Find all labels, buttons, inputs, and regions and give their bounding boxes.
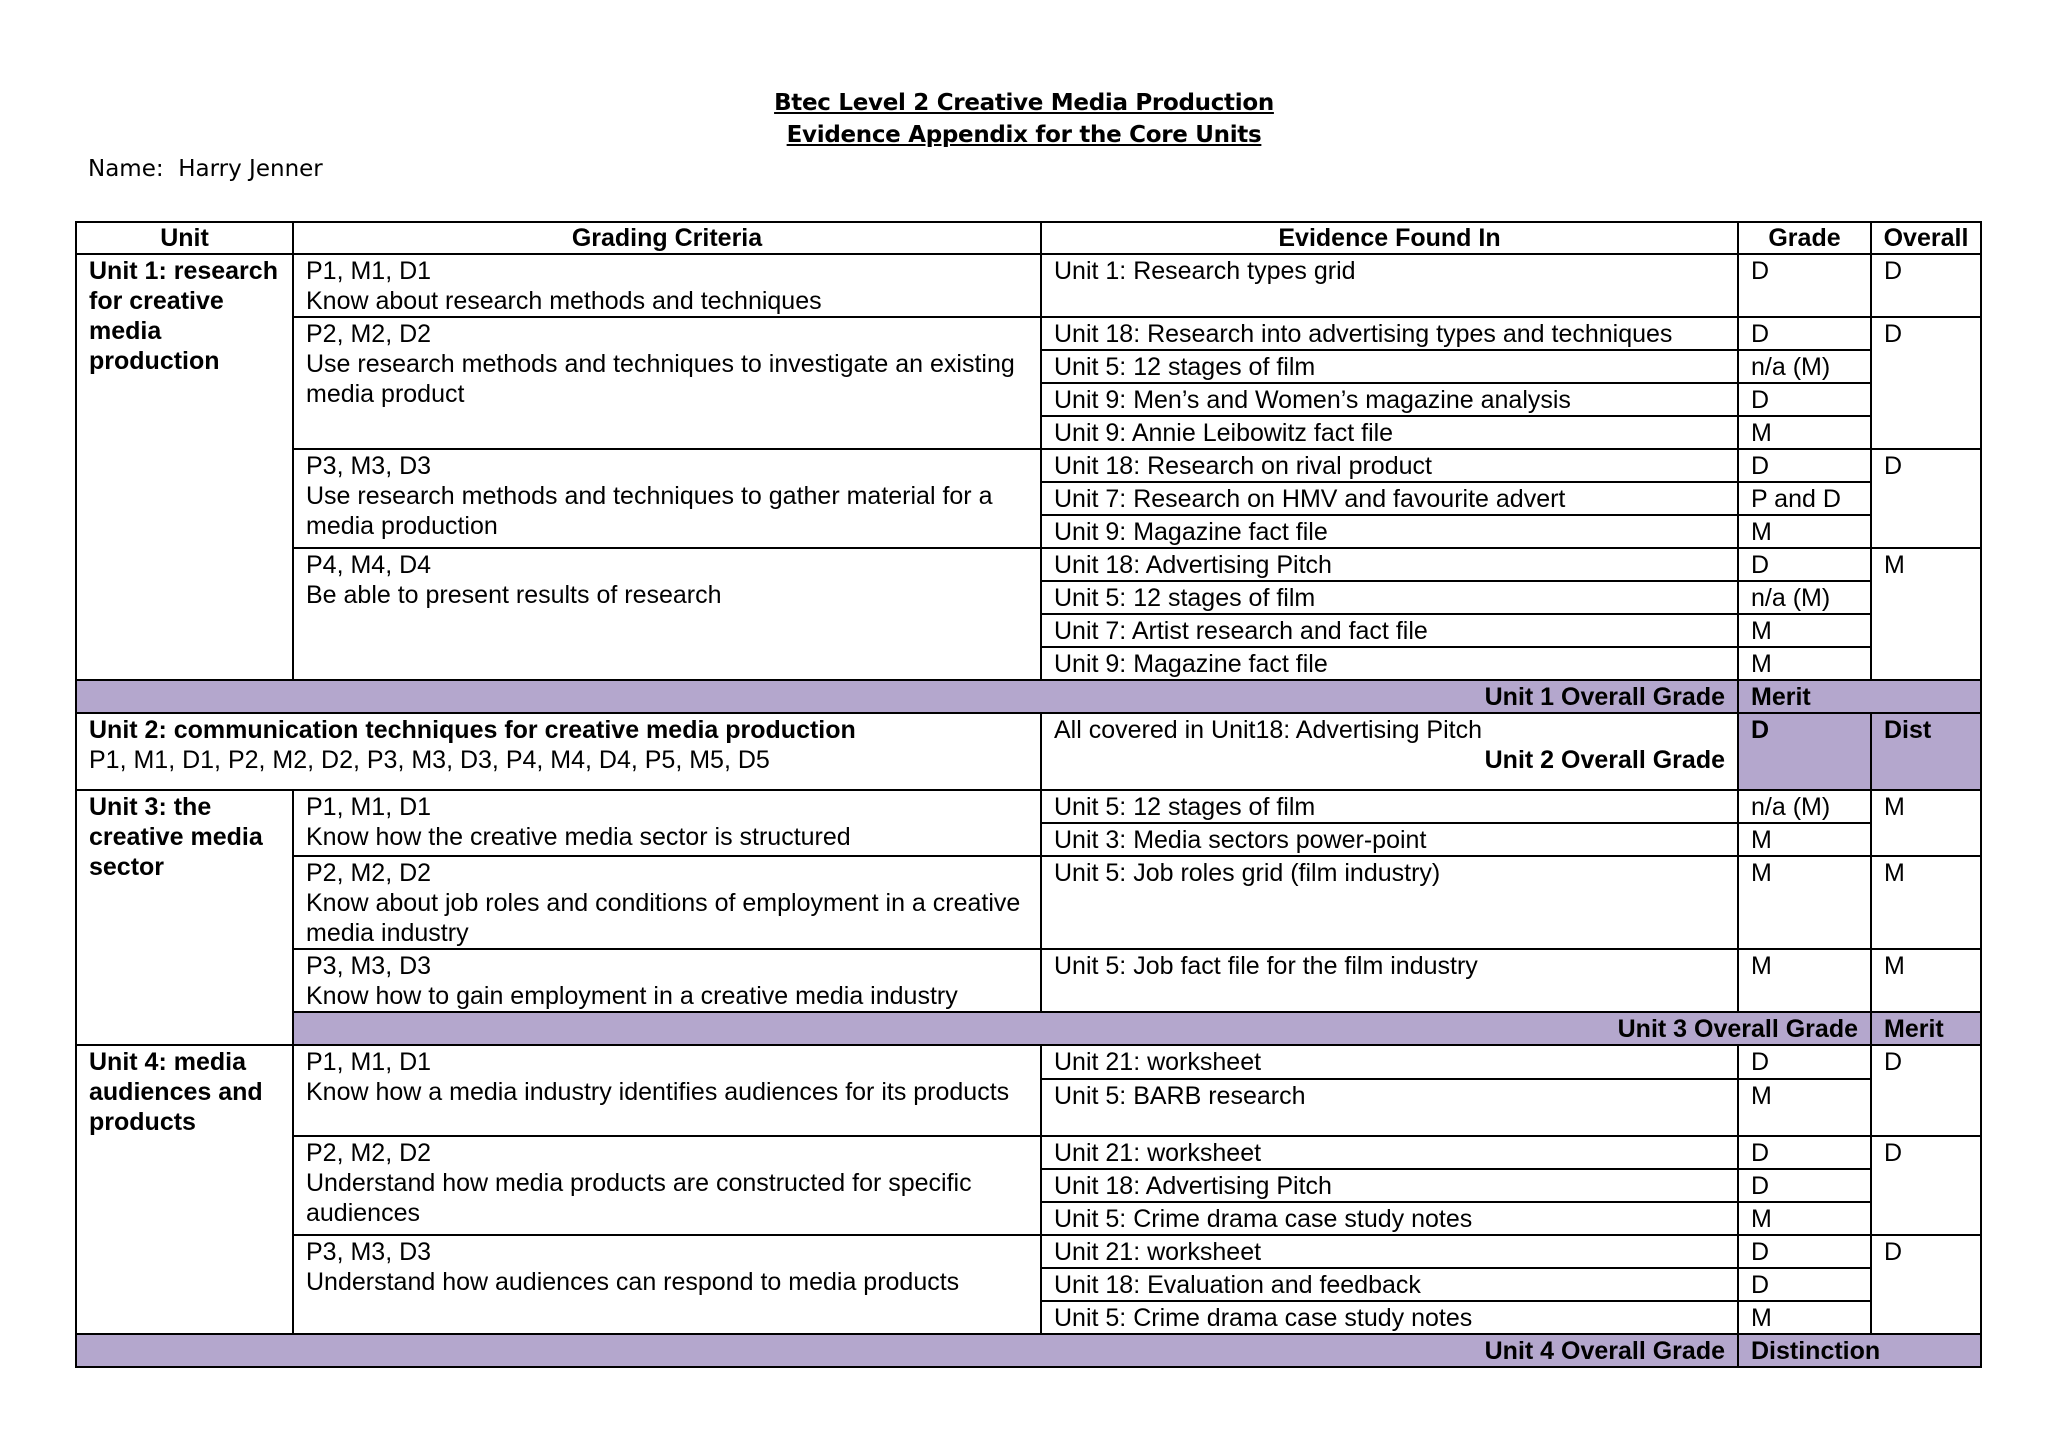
grade-cell: M	[1738, 1301, 1871, 1334]
table-row	[76, 1136, 1981, 1169]
grade-cell: M	[1738, 515, 1871, 548]
evidence-cell: Unit 5: 12 stages of film	[1041, 350, 1738, 383]
criteria-description: Be able to present results of research	[306, 581, 722, 609]
evidence-cell: Unit 18: Evaluation and feedback	[1041, 1268, 1738, 1301]
criteria-codes: P1, M1, D1	[306, 257, 432, 285]
header-evidence: Evidence Found In	[1041, 222, 1738, 254]
grade-cell: D	[1738, 1136, 1871, 1169]
criteria-codes: P3, M3, D3	[306, 452, 432, 480]
criteria-codes: P1, M1, D1	[306, 1048, 432, 1076]
unit-3-overall-grade: Merit	[1871, 1012, 1981, 1045]
evidence-cell: Unit 5: 12 stages of film	[1041, 790, 1738, 823]
unit-1-name: Unit 1: research for creative media production	[76, 254, 293, 680]
header-grade: Grade	[1738, 222, 1871, 254]
grade-cell: D	[1738, 317, 1871, 350]
unit-2-row	[76, 713, 1981, 790]
unit-3-overall-row	[76, 1012, 1981, 1045]
evidence-cell: Unit 18: Research into advertising types and techniques	[1041, 317, 1738, 350]
evidence-text: All covered in Unit18: Advertising Pitch	[1054, 716, 1482, 744]
criteria-cell	[293, 548, 1041, 680]
grade-cell: D	[1738, 449, 1871, 482]
table-row	[76, 790, 1981, 823]
criteria-codes: P2, M2, D2	[306, 320, 432, 348]
grade-cell: D	[1738, 548, 1871, 581]
table-row	[76, 1235, 1981, 1268]
evidence-cell: Unit 9: Magazine fact file	[1041, 515, 1738, 548]
evidence-cell: Unit 5: Job fact file for the film industry	[1041, 949, 1738, 1012]
evidence-cell: Unit 1: Research types grid	[1041, 254, 1738, 317]
table-row	[76, 949, 1981, 1012]
grade-cell: M	[1738, 823, 1871, 856]
criteria-codes: P1, M1, D1	[306, 793, 432, 821]
grade-cell: P and D	[1738, 482, 1871, 515]
unit-2-codes: P1, M1, D1, P2, M2, D2, P3, M3, D3, P4, M4, D4, P5, M5, D5	[89, 746, 770, 774]
evidence-cell: Unit 18: Research on rival product	[1041, 449, 1738, 482]
evidence-cell: Unit 5: 12 stages of film	[1041, 581, 1738, 614]
table-row	[76, 548, 1981, 581]
grade-cell: n/a (M)	[1738, 581, 1871, 614]
unit-2-title-cell	[76, 713, 1041, 790]
evidence-cell: Unit 5: BARB research	[1041, 1079, 1738, 1136]
overall-cell: M	[1871, 790, 1981, 856]
criteria-description: Understand how audiences can respond to media products	[306, 1268, 960, 1296]
evidence-cell: Unit 18: Advertising Pitch	[1041, 548, 1738, 581]
unit-4-name: Unit 4: media audiences and products	[76, 1045, 293, 1334]
evidence-cell: Unit 7: Artist research and fact file	[1041, 614, 1738, 647]
criteria-cell	[293, 790, 1041, 856]
criteria-cell	[293, 1045, 1041, 1136]
grade-cell: n/a (M)	[1738, 350, 1871, 383]
evidence-cell: Unit 5: Job roles grid (film industry)	[1041, 856, 1738, 949]
grade-cell: M	[1738, 614, 1871, 647]
grade-cell: M	[1738, 1202, 1871, 1235]
grade-cell: M	[1738, 416, 1871, 449]
name-value: Harry Jenner	[178, 156, 323, 182]
evidence-cell: Unit 9: Magazine fact file	[1041, 647, 1738, 680]
criteria-codes: P3, M3, D3	[306, 1238, 432, 1266]
table-header-row	[76, 222, 1981, 254]
criteria-cell	[293, 856, 1041, 949]
table-row	[76, 254, 1981, 317]
grade-cell: D	[1738, 254, 1871, 317]
overall-cell: D	[1871, 254, 1981, 317]
evidence-cell: Unit 21: worksheet	[1041, 1045, 1738, 1079]
header-grading-criteria: Grading Criteria	[293, 222, 1041, 254]
header-overall: Overall	[1871, 222, 1981, 254]
criteria-description: Use research methods and techniques to investigate an existing media product	[306, 350, 1015, 408]
criteria-description: Know how to gain employment in a creative media industry	[306, 982, 958, 1010]
overall-cell: D	[1871, 1136, 1981, 1235]
grade-cell: D	[1738, 383, 1871, 416]
overall-cell: M	[1871, 949, 1981, 1012]
criteria-cell	[293, 317, 1041, 449]
criteria-cell	[293, 449, 1041, 548]
grade-cell: M	[1738, 949, 1871, 1012]
criteria-codes: P2, M2, D2	[306, 859, 432, 887]
criteria-description: Know how the creative media sector is structured	[306, 823, 851, 851]
evidence-table	[75, 221, 1982, 1368]
evidence-cell: Unit 21: worksheet	[1041, 1235, 1738, 1268]
criteria-description: Know how a media industry identifies audiences for its products	[306, 1078, 1010, 1106]
unit-4-overall-row	[76, 1334, 1981, 1367]
overall-cell: D	[1871, 449, 1981, 548]
overall-cell: D	[1871, 1235, 1981, 1334]
unit-1-overall-label: Unit 1 Overall Grade	[76, 680, 1738, 713]
unit-2-grade: D	[1738, 713, 1871, 790]
evidence-cell: Unit 7: Research on HMV and favourite advert	[1041, 482, 1738, 515]
unit-2-title: Unit 2: communication techniques for creative media production	[89, 716, 856, 744]
unit-1-overall-row	[76, 680, 1981, 713]
criteria-codes: P3, M3, D3	[306, 952, 432, 980]
document-subtitle: Evidence Appendix for the Core Units	[786, 122, 1262, 148]
criteria-codes: P4, M4, D4	[306, 551, 432, 579]
overall-cell: D	[1871, 1045, 1981, 1136]
unit-2-overall: Dist	[1871, 713, 1981, 790]
name-label: Name:	[88, 156, 164, 182]
grade-cell: D	[1738, 1235, 1871, 1268]
evidence-cell: Unit 9: Annie Leibowitz fact file	[1041, 416, 1738, 449]
grade-cell: D	[1738, 1169, 1871, 1202]
criteria-cell	[293, 1235, 1041, 1334]
unit-2-evidence-cell	[1041, 713, 1738, 790]
evidence-cell: Unit 3: Media sectors power-point	[1041, 823, 1738, 856]
table-row	[76, 449, 1981, 482]
overall-cell: M	[1871, 548, 1981, 680]
evidence-cell: Unit 5: Crime drama case study notes	[1041, 1202, 1738, 1235]
criteria-cell	[293, 949, 1041, 1012]
grade-cell: D	[1738, 1045, 1871, 1079]
table-row	[76, 1045, 1981, 1079]
grade-cell: n/a (M)	[1738, 790, 1871, 823]
unit-1-overall-grade: Merit	[1738, 680, 1981, 713]
evidence-cell: Unit 5: Crime drama case study notes	[1041, 1301, 1738, 1334]
grade-cell: M	[1738, 856, 1871, 949]
criteria-description: Know about research methods and techniques	[306, 287, 822, 315]
criteria-codes: P2, M2, D2	[306, 1139, 432, 1167]
overall-cell: M	[1871, 856, 1981, 949]
criteria-cell	[293, 1136, 1041, 1235]
grade-cell: M	[1738, 647, 1871, 680]
unit-3-name: Unit 3: the creative media sector	[76, 790, 293, 1045]
criteria-description: Understand how media products are constructed for specific audiences	[306, 1169, 972, 1227]
grade-cell: D	[1738, 1268, 1871, 1301]
overall-cell: D	[1871, 317, 1981, 449]
unit-4-overall-grade: Distinction	[1738, 1334, 1981, 1367]
document-title: Btec Level 2 Creative Media Production	[774, 90, 1274, 116]
header-unit: Unit	[76, 222, 293, 254]
table-row	[76, 317, 1981, 350]
evidence-cell: Unit 21: worksheet	[1041, 1136, 1738, 1169]
table-row	[76, 856, 1981, 949]
criteria-description: Know about job roles and conditions of employment in a creative media industry	[306, 889, 1021, 947]
criteria-cell	[293, 254, 1041, 317]
evidence-cell: Unit 9: Men’s and Women’s magazine analysis	[1041, 383, 1738, 416]
unit-3-overall-label: Unit 3 Overall Grade	[293, 1012, 1871, 1045]
grade-cell: M	[1738, 1079, 1871, 1136]
evidence-cell: Unit 18: Advertising Pitch	[1041, 1169, 1738, 1202]
criteria-description: Use research methods and techniques to gather material for a media production	[306, 482, 993, 540]
unit-4-overall-label: Unit 4 Overall Grade	[76, 1334, 1738, 1367]
unit-2-overall-label: Unit 2 Overall Grade	[1484, 746, 1725, 774]
student-name-line	[88, 156, 323, 182]
